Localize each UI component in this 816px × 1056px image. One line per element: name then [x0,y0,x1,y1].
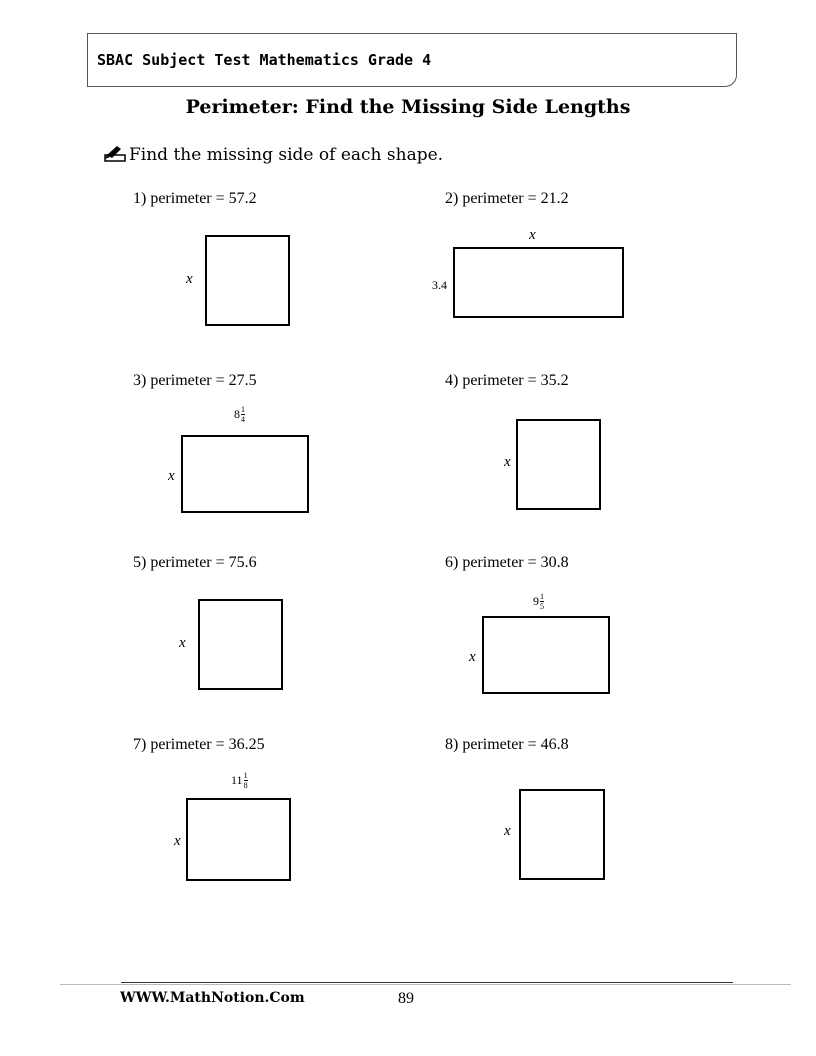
problem-7-shape [186,798,291,881]
problem-6-top-numerator: 1 [540,592,544,601]
footer-site: WWW.MathNotion.Com [120,990,305,1006]
problem-5-shape [198,599,283,690]
problem-6-side-var: x [469,649,476,665]
problem-7-label: 7) perimeter = 36.25 [133,736,265,753]
footer-divider-outer [60,984,791,985]
problem-8-shape [519,789,605,880]
problem-7-top-value [231,771,248,790]
problem-7-top-denominator: 8 [243,781,248,790]
problem-5-side-var: x [179,635,186,651]
problem-3-top-value [234,405,245,424]
footer-divider [121,982,733,983]
problem-6-shape [482,616,610,694]
problem-1-side-var: x [186,271,193,287]
pencil-icon [104,145,126,163]
problem-6-top-fraction [540,592,544,611]
problem-6-top-value [533,592,544,611]
problem-4-shape [516,419,601,510]
problem-6-label: 6) perimeter = 30.8 [445,554,569,571]
problem-3-top-numerator: 1 [241,405,245,414]
problem-2-top-var: x [529,227,536,243]
problem-7-top-numerator: 1 [243,771,248,780]
problem-4-label: 4) perimeter = 35.2 [445,372,569,389]
problem-3-top-fraction [241,405,245,424]
problem-2-left-value: 3.4 [432,278,447,292]
instruction-text: Find the missing side of each shape. [129,145,444,165]
problem-6-top-denominator: 5 [540,602,544,611]
page-number: 89 [398,990,414,1007]
problem-3-label: 3) perimeter = 27.5 [133,372,257,389]
problem-1-shape [205,235,290,326]
problem-4-side-var: x [504,454,511,470]
page-title: Perimeter: Find the Missing Side Lengths [185,96,631,118]
problem-3-top-whole: 8 [234,407,240,421]
problem-3-top-denominator: 4 [241,415,245,424]
header-title: SBAC Subject Test Mathematics Grade 4 [97,51,432,69]
problem-7-top-fraction [244,771,248,790]
problem-1-label: 1) perimeter = 57.2 [133,190,257,207]
problem-7-side-var: x [174,833,181,849]
instruction [104,145,443,165]
header-box [87,33,737,87]
problem-8-label: 8) perimeter = 46.8 [445,736,569,753]
problem-3-side-var: x [168,468,175,484]
problem-3-shape [181,435,309,513]
problem-8-side-var: x [504,823,511,839]
problem-2-label: 2) perimeter = 21.2 [445,190,569,207]
problem-6-top-whole: 9 [533,594,539,608]
problem-7-top-whole: 11 [231,773,243,787]
problem-2-shape [453,247,624,318]
problem-5-label: 5) perimeter = 75.6 [133,554,257,571]
